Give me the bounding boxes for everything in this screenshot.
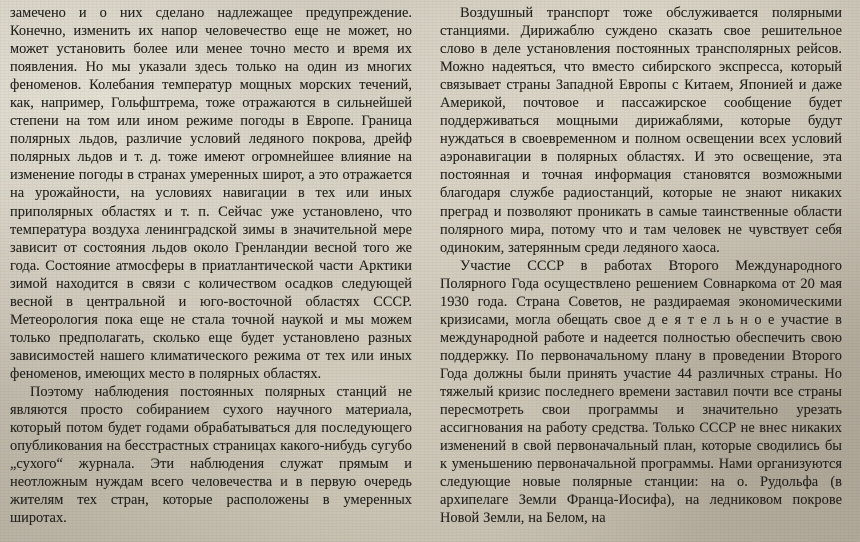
paragraph-text-run: Участие СССР в работах Второго Международного Полярного Года осуществлено решением Совнаркома от 20 мая 1930 года. Страна Советов, не раздираемая экономическими кризисами, могла обещать свое [440,257,842,328]
paragraph-text-run: участие в международной работе и надеется полностью обеспечить свою поддержку. По первоначальному плану в проведении Второго Года должны были принять участие 44 различных страны. Но тяжелый кризис последнего времени заставил почти все страны пересмотреть свои программы и значительно урезать ассигнования на работу средства. Только СССР не внес никаких изменений в свой первоначальный план, которые сводились бы к уменьшению первоначальной программы. Нами организуются следующие новые полярные станции: на о. Рудольфа (в архипелаге Земли Франца-Иосифа), на ледниковом покрове Новой Земли, на Белом, на [440,311,842,527]
paragraph-emphasis-run: д е я т е л ь н о е [647,311,775,328]
paragraph: замечено и о них сделано надлежащее предупреждение. Конечно, изменить их напор человечество еще не может, но может установить более или менее точно место и время их появления. Но мы указали здесь только на один из многих феноменов. Колебания температур мощных морских течений, как, например, Гольфштрема, тоже отражаются в сильнейшей степени на том или ином режиме погоды в Европе. Граница полярных льдов, различие условий ледяного покрова, дрейф полярных льдов и т. д. тоже имеют огромнейшее влияние на изменение погоды в странах умеренных широт, а это отражается на урожайности, на условиях навигации в тех или иных приполярных областях и т. п. Сейчас уже установлено, что температура воздуха ленинградской зимы в значительной мере зависит от состояния льдов около Гренландии весной того же года. Состояние атмосферы в приатлантической части Арктики зимой находится в связи с количеством осадков следующей весной в центральной и юго-восточной областях СССР. Метеорология пока еще не стала точной наукой и мы можем только предполагать, сколько еще будет установлено разных зависимостей нашего климатического режима от тех или иных феноменов, имеющих место в полярных областях. [10,5,412,382]
left-column [10,4,412,542]
paragraph [440,257,842,528]
paragraph: Поэтому наблюдения постоянных полярных станций не являются просто собиранием сухого научного материала, который потом будет годами обрабатываться для последующего опубликования на бесстрастных страницах какого-нибудь сугубо „сухого“ журнала. Эти наблюдения служат прямым и неотложным нуждам всего человечества и в первую очередь жителям тех стран, которые расположены в умеренных широтах. [10,383,412,527]
paragraph: Воздушный транспорт тоже обслуживается полярными станциями. Дирижаблю суждено сказать свое решительное слово в деле установления постоянных трансполярных рейсов. Можно надеяться, что вместо сибирского экспресса, который связывает страны Западной Европы с Китаем, Японией и даже Америкой, почтовое и пассажирское сообщение будет поддерживаться мощными дирижаблями, которые будут нуждаться в своевременном и полном освещении всех условий аэронавигации в полярных областях. И это освещение, эта постоянная и точная информация становятся возможными благодаря службе радиостанций, которые не знают никаких преград и позволяют проникать в самые таинственные области полярного мира, потому что и там человек не чувствует себя одиноким, затерянным среди ледяного хаоса. [440,5,842,256]
right-column [440,4,842,542]
